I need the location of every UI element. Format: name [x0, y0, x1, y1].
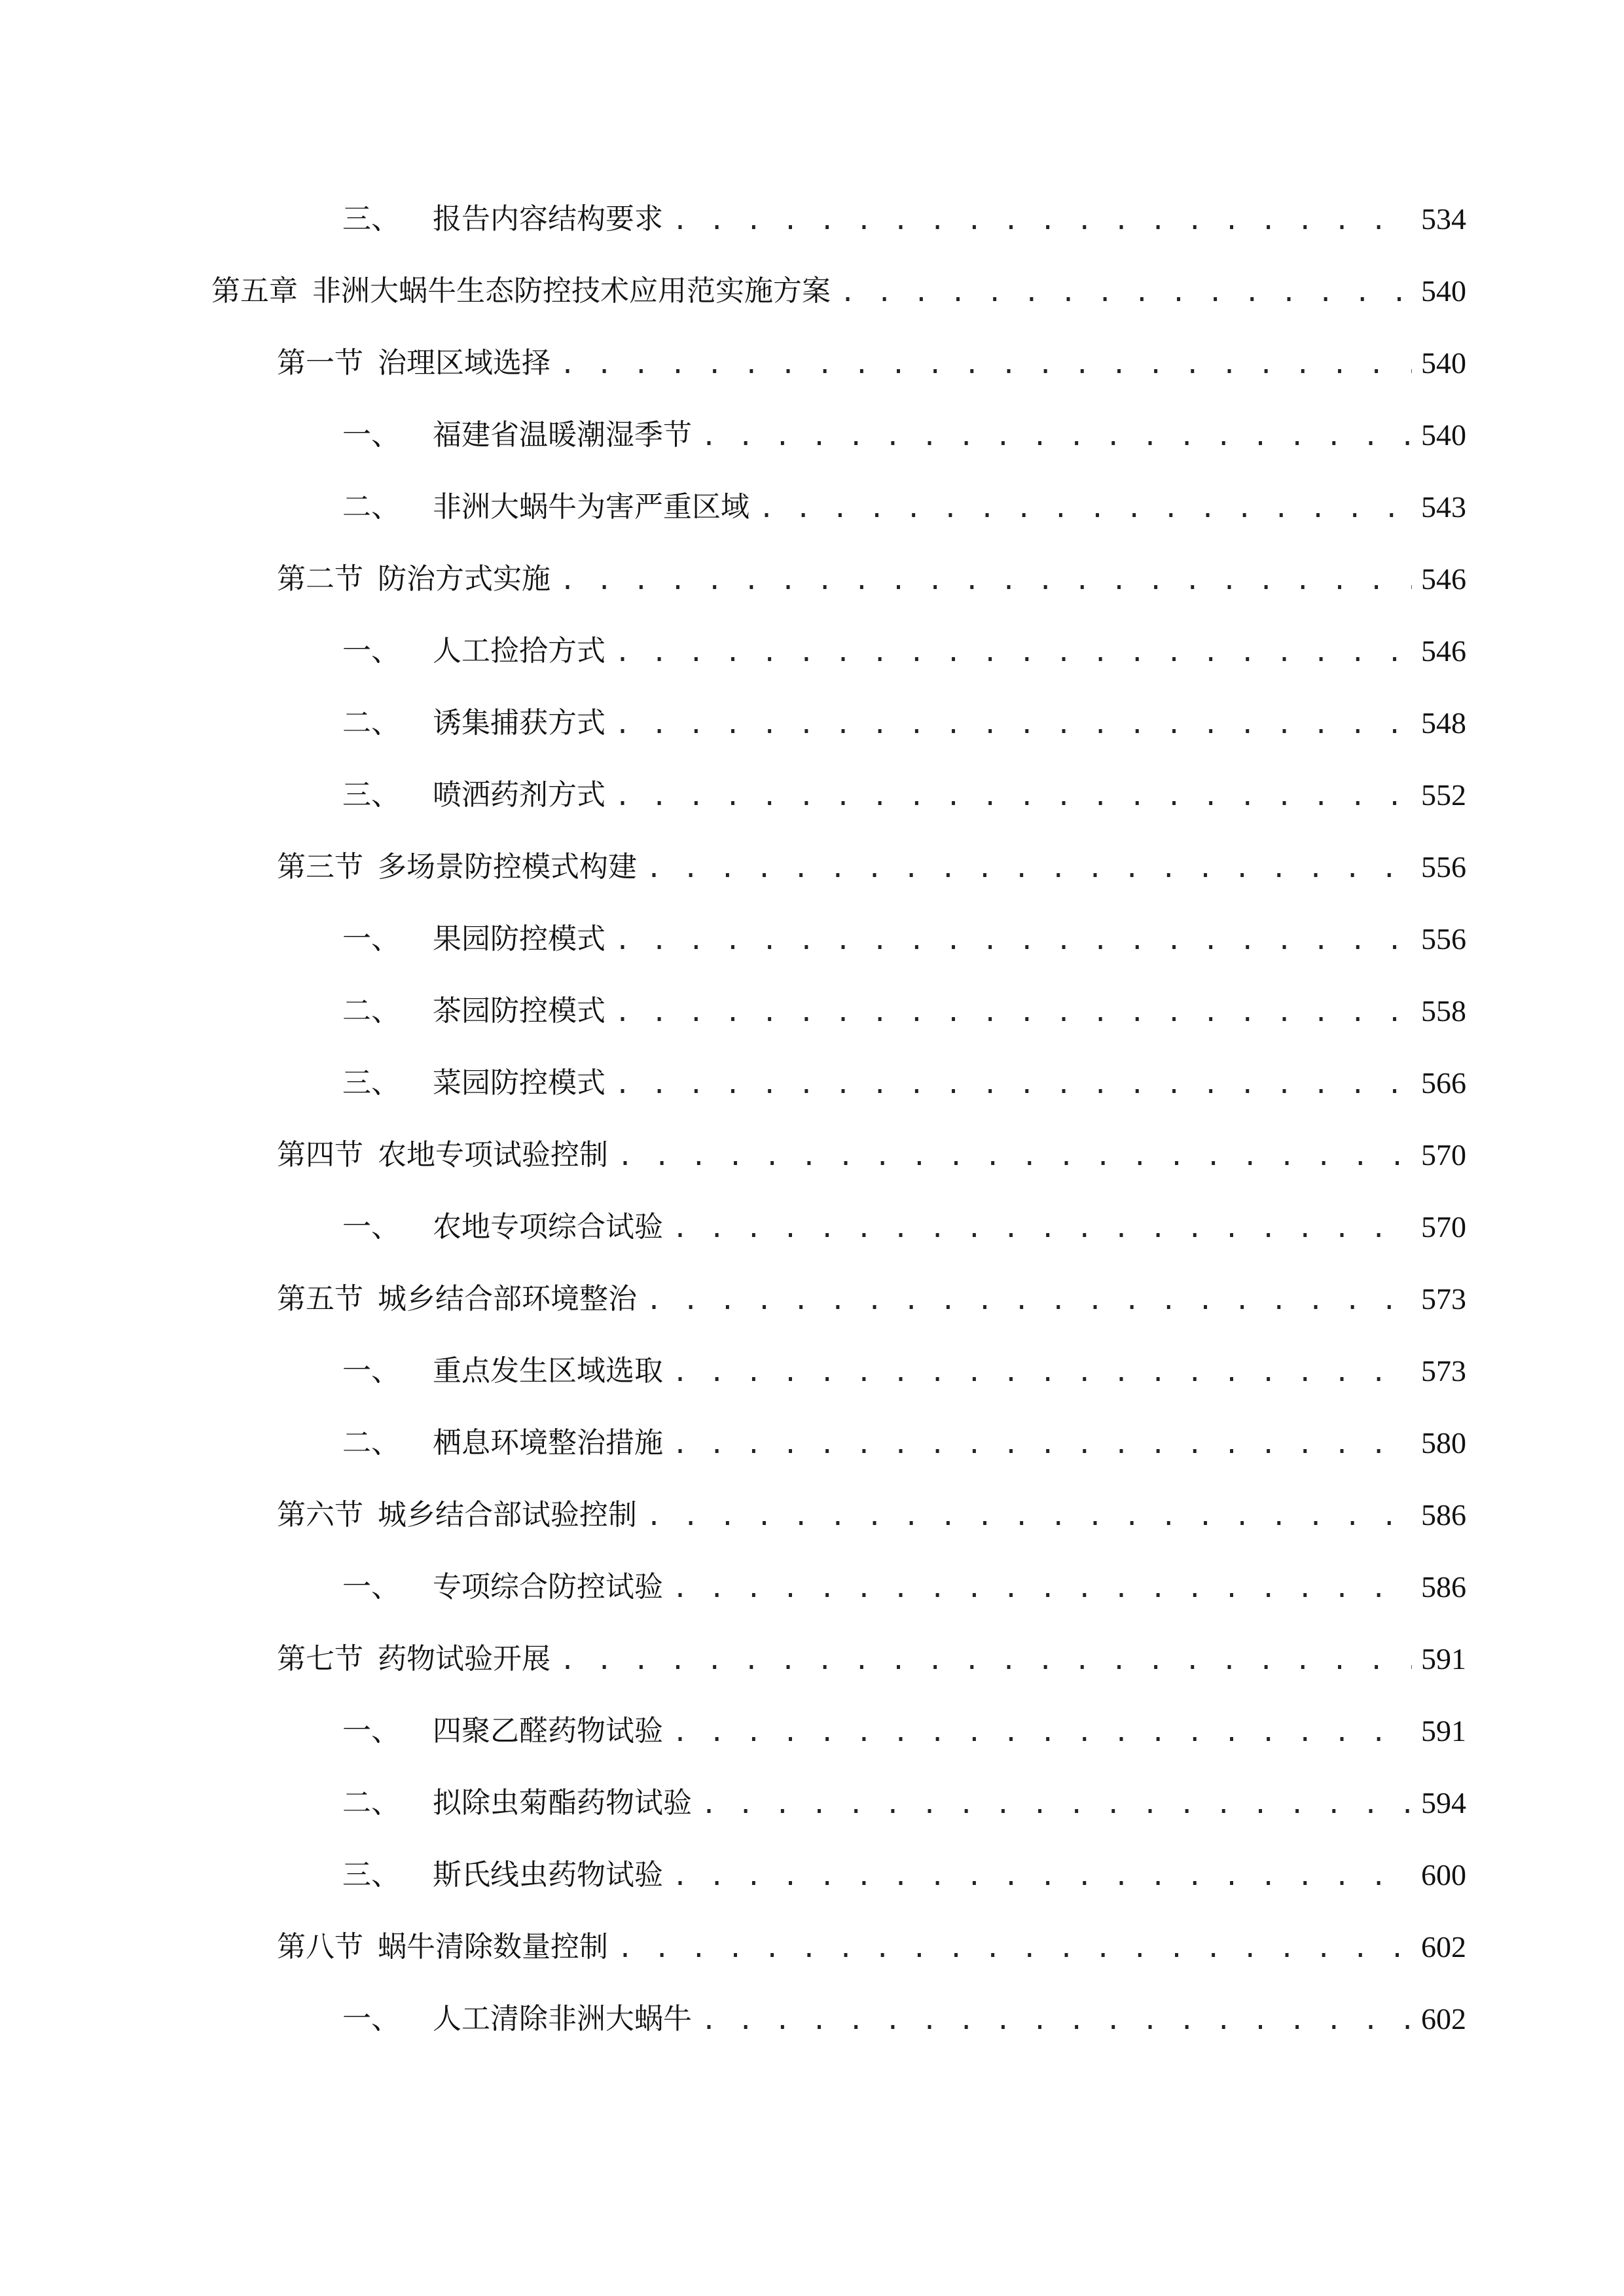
dot-leader: [560, 337, 1412, 389]
toc-entry-title: 多场景防控模式构建: [378, 850, 637, 884]
toc-entry[interactable]: [342, 1777, 1466, 1829]
toc-entry-number: 一、: [342, 922, 400, 956]
toc-entry[interactable]: [342, 625, 1466, 677]
toc-entry-number: 第七节: [277, 1642, 363, 1676]
toc-entry[interactable]: [277, 1129, 1466, 1181]
toc-entry-title: 城乡结合部环境整治: [378, 1282, 637, 1316]
dot-leader: [701, 1993, 1412, 2045]
toc-entry-title: 非洲大蜗牛为害严重区域: [433, 490, 749, 524]
toc-entry[interactable]: [342, 193, 1466, 245]
toc-entry-title: 喷洒药剂方式: [433, 778, 605, 812]
toc-entry-page: 534: [1421, 202, 1466, 236]
toc-entry-page: 600: [1421, 1858, 1466, 1892]
toc-entry[interactable]: [342, 1705, 1466, 1757]
toc-entry-number: 第三节: [277, 850, 363, 884]
toc-entry-page: 586: [1421, 1570, 1466, 1604]
toc-entry-number: 第六节: [277, 1498, 363, 1532]
toc-entry-number: 第四节: [277, 1138, 363, 1172]
toc-entry[interactable]: [342, 1345, 1466, 1397]
toc-entry[interactable]: [342, 481, 1466, 533]
toc-entry-title: 蜗牛清除数量控制: [378, 1930, 608, 1964]
toc-entry[interactable]: [342, 1417, 1466, 1469]
dot-leader: [617, 1129, 1412, 1181]
dot-leader: [672, 1345, 1412, 1397]
toc-entry-number: 二、: [342, 1786, 400, 1820]
toc-entry[interactable]: [342, 913, 1466, 965]
toc-entry-page: 602: [1421, 1930, 1466, 1964]
toc-entry-number: 第一节: [277, 346, 363, 380]
toc-entry-title: 诱集捕获方式: [433, 706, 605, 740]
dot-leader: [615, 1057, 1412, 1109]
toc-entry-title: 福建省温暖潮湿季节: [433, 418, 692, 452]
toc-entry[interactable]: [342, 697, 1466, 749]
toc-entry-number: 一、: [342, 1570, 400, 1604]
toc-entry-page: 570: [1421, 1138, 1466, 1172]
dot-leader: [672, 1201, 1412, 1253]
toc-entry-title: 防治方式实施: [378, 562, 550, 596]
toc-entry[interactable]: [342, 1993, 1466, 2045]
toc-entry-page: 580: [1421, 1426, 1466, 1460]
dot-leader: [701, 1777, 1412, 1829]
toc-entry-title: 菜园防控模式: [433, 1066, 605, 1100]
dot-leader: [672, 1849, 1412, 1901]
toc-entry-title: 城乡结合部试验控制: [378, 1498, 637, 1532]
dot-leader: [646, 1273, 1412, 1325]
toc-entry-title: 重点发生区域选取: [433, 1354, 663, 1388]
toc-entry[interactable]: [277, 337, 1466, 389]
dot-leader: [646, 1489, 1412, 1541]
dot-leader: [672, 193, 1412, 245]
toc-entry-page: 540: [1421, 274, 1466, 308]
toc-entry[interactable]: [277, 1633, 1466, 1685]
toc-entry-number: 一、: [342, 1210, 400, 1244]
toc-entry-title: 专项综合防控试验: [433, 1570, 663, 1604]
toc-entry-page: 546: [1421, 634, 1466, 668]
toc-entry-title: 人工捡拾方式: [433, 634, 605, 668]
dot-leader: [840, 265, 1412, 317]
toc-entry-number: 一、: [342, 1714, 400, 1748]
toc-entry[interactable]: [277, 841, 1466, 893]
toc-entry-title: 斯氏线虫药物试验: [433, 1858, 663, 1892]
toc-entry[interactable]: [342, 1849, 1466, 1901]
toc-entry-title: 农地专项试验控制: [378, 1138, 608, 1172]
toc-entry-page: 602: [1421, 2002, 1466, 2036]
toc-entry-number: 二、: [342, 1426, 400, 1460]
dot-leader: [701, 409, 1412, 461]
dot-leader: [672, 1417, 1412, 1469]
toc-entry-page: 566: [1421, 1066, 1466, 1100]
toc-entry-title: 栖息环境整治措施: [433, 1426, 663, 1460]
toc-entry-page: 556: [1421, 850, 1466, 884]
dot-leader: [759, 481, 1412, 533]
dot-leader: [672, 1705, 1412, 1757]
toc-entry[interactable]: [342, 409, 1466, 461]
toc-entry-number: 第二节: [277, 562, 363, 596]
toc-entry-title: 非洲大蜗牛生态防控技术应用范实施方案: [312, 274, 831, 308]
dot-leader: [615, 769, 1412, 821]
toc-entry-number: 三、: [342, 1066, 400, 1100]
toc-entry[interactable]: [277, 1273, 1466, 1325]
toc-entry-page: 573: [1421, 1282, 1466, 1316]
toc-entry-page: 546: [1421, 562, 1466, 596]
toc-entry[interactable]: [277, 553, 1466, 605]
toc-entry[interactable]: [342, 1057, 1466, 1109]
toc-entry-page: 540: [1421, 418, 1466, 452]
toc-entry-title: 治理区域选择: [378, 346, 550, 380]
toc-entry-page: 591: [1421, 1714, 1466, 1748]
toc-entry-number: 一、: [342, 634, 400, 668]
toc-entry-title: 果园防控模式: [433, 922, 605, 956]
toc-entry-number: 一、: [342, 1354, 400, 1388]
toc-entry-title: 茶园防控模式: [433, 994, 605, 1028]
toc-entry-page: 591: [1421, 1642, 1466, 1676]
toc-entry-number: 二、: [342, 490, 400, 524]
dot-leader: [560, 1633, 1412, 1685]
dot-leader: [615, 625, 1412, 677]
toc-entry[interactable]: [342, 1561, 1466, 1613]
dot-leader: [615, 985, 1412, 1037]
toc-entry-number: 第八节: [277, 1930, 363, 1964]
dot-leader: [560, 553, 1412, 605]
toc-entry[interactable]: [277, 1489, 1466, 1541]
toc-entry[interactable]: [342, 769, 1466, 821]
toc-entry-title: 人工清除非洲大蜗牛: [433, 2002, 692, 2036]
toc-entry-title: 药物试验开展: [378, 1642, 550, 1676]
toc-entry-number: 三、: [342, 202, 400, 236]
toc-entry-page: 552: [1421, 778, 1466, 812]
toc-entry-title: 农地专项综合试验: [433, 1210, 663, 1244]
toc-entry[interactable]: [277, 1921, 1466, 1973]
dot-leader: [672, 1561, 1412, 1613]
toc-entry[interactable]: [211, 265, 1466, 317]
toc-entry-number: 二、: [342, 994, 400, 1028]
toc-entry-title: 拟除虫菊酯药物试验: [433, 1786, 692, 1820]
toc-entry[interactable]: [342, 985, 1466, 1037]
toc-entry-number: 一、: [342, 418, 400, 452]
toc-entry-title: 四聚乙醛药物试验: [433, 1714, 663, 1748]
toc-entry-page: 573: [1421, 1354, 1466, 1388]
toc-entry-number: 二、: [342, 706, 400, 740]
toc-entry-number: 三、: [342, 1858, 400, 1892]
dot-leader: [646, 841, 1412, 893]
toc-entry-number: 第五章: [211, 274, 298, 308]
toc-entry-page: 558: [1421, 994, 1466, 1028]
toc-entry-page: 540: [1421, 346, 1466, 380]
toc-entry[interactable]: [342, 1201, 1466, 1253]
toc-entry-page: 586: [1421, 1498, 1466, 1532]
toc-entry-page: 543: [1421, 490, 1466, 524]
dot-leader: [615, 697, 1412, 749]
toc-entry-page: 594: [1421, 1786, 1466, 1820]
dot-leader: [615, 913, 1412, 965]
toc-entry-page: 548: [1421, 706, 1466, 740]
toc-entry-page: 570: [1421, 1210, 1466, 1244]
dot-leader: [617, 1921, 1412, 1973]
toc-entry-page: 556: [1421, 922, 1466, 956]
toc-entry-number: 三、: [342, 778, 400, 812]
toc-entry-number: 第五节: [277, 1282, 363, 1316]
toc-entry-number: 一、: [342, 2002, 400, 2036]
toc-entry-title: 报告内容结构要求: [433, 202, 663, 236]
